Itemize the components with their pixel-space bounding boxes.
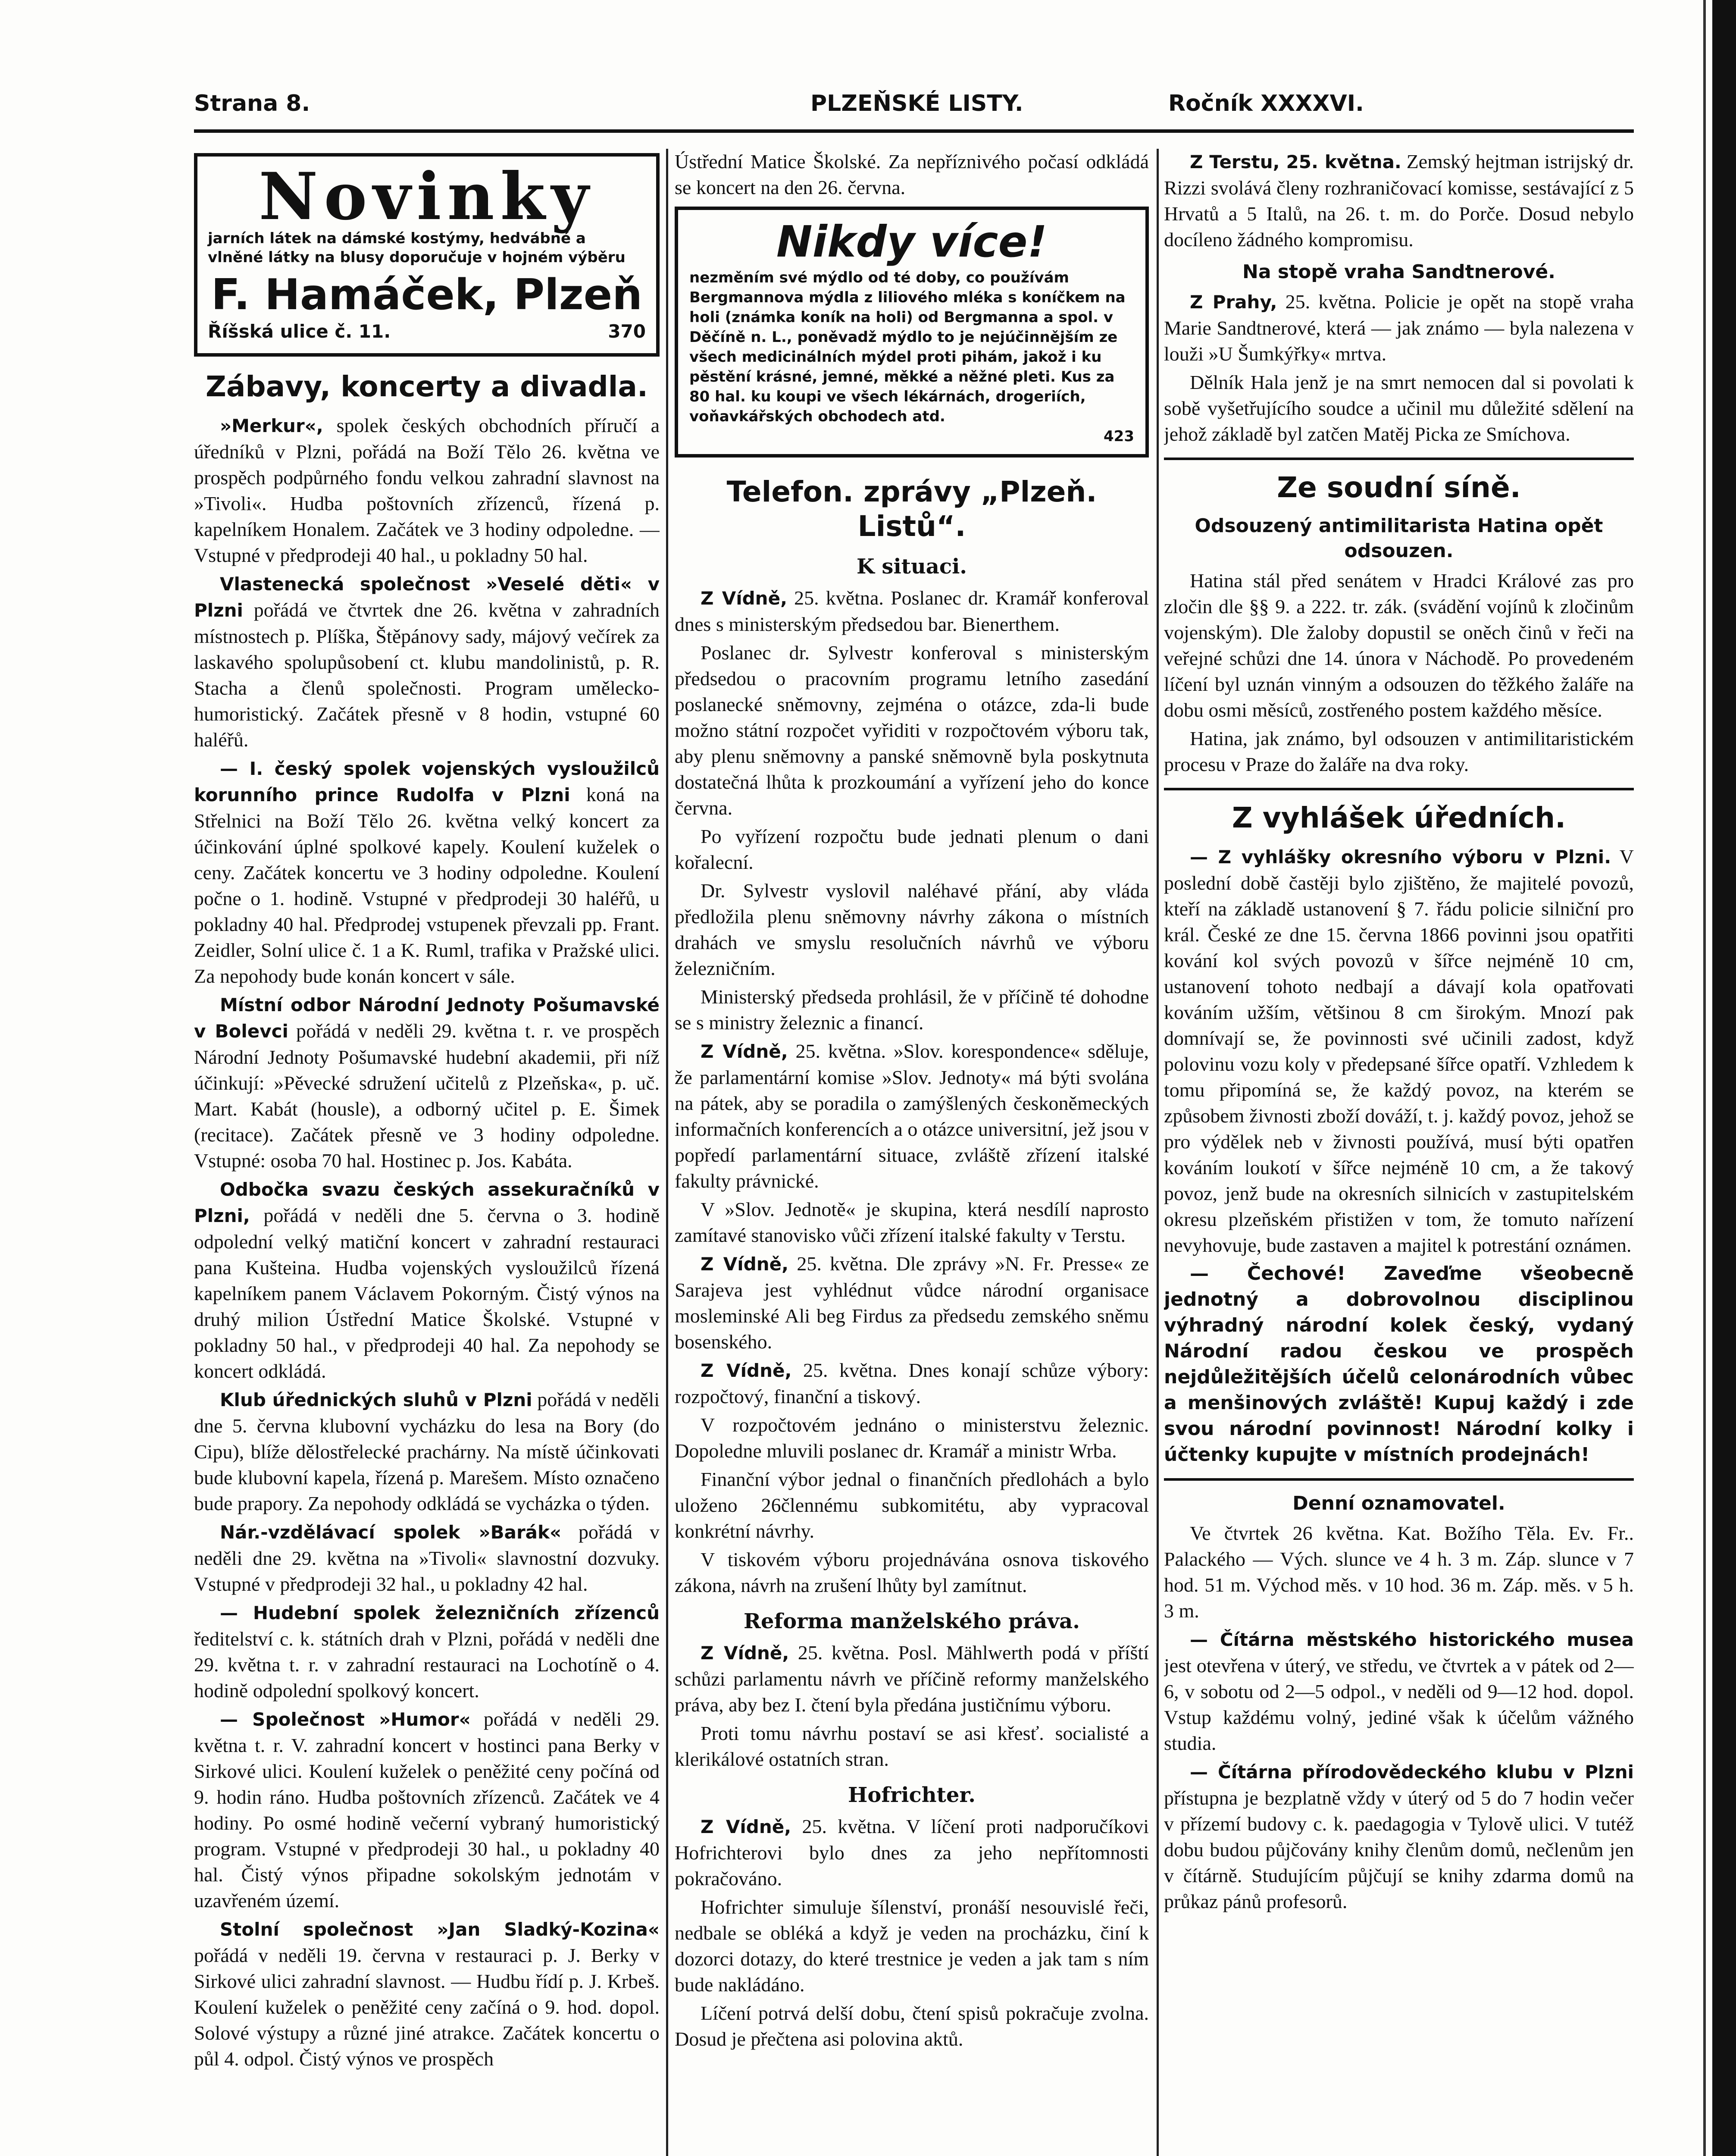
paragraph-lead: Z Vídně, (701, 1360, 792, 1381)
article-paragraph (675, 1197, 1149, 1248)
ad-novinky-text: jarních látek na dámské kostýmy, hedvábné a vlněné látky na blusy doporučuje v hojném výběru (208, 230, 626, 266)
divider (1164, 1478, 1634, 1481)
sandtner-list (1164, 289, 1634, 447)
paragraph-text: Hatina stál před senátem v Hradci Králové zas pro zločin dle §§ 9. a 222. tr. zák. (svádění vojínů k zločinům vojenským). Dle žaloby dopustil se oněch činů v řeči na veřejné schůzi dne 14. února v Náchodě. Po provedeném líčení byl uznán vinným a odsouzen do těžkého žaláře na dobu osmi měsíců, zostřeného postem každého měsíce. (1164, 570, 1634, 721)
paragraph-lead: Místní odbor Národní Jednoty Pošumavské v Bolevci (194, 994, 660, 1042)
article-paragraph (1164, 568, 1634, 723)
vyhlasek-paragraph (1164, 844, 1634, 1258)
paragraph-text: pořádá ve čtvrtek dne 26. května v zahradních místnostech p. Plíška, Štěpánovy sady, májový večírek za laskavého spolupůsobení ct. klubu mandolinistů, p. R. Stacha a členů společnosti. Program umělecko-humoristický. Začátek přesně v 8 hodin, vstupné 60 haléřů. (194, 599, 660, 751)
paragraph-text: přístupna je bezplatně vždy v úterý od 5 do 7 hodin večer v přízemí budovy c. k. paedagogia v Tylově ulici. V tutéž dobu budou půjčovány knihy členům domů, nečlenům jen v čítárně. Studujícím půjčují se knihy zdarma domů na průkaz pánů profesorů. (1164, 1787, 1634, 1912)
newspaper-title: PLZEŇSKÉ LISTY. (810, 91, 1023, 116)
article-paragraph (194, 1176, 660, 1384)
oznam-list (1164, 1520, 1634, 1915)
divider (1164, 458, 1634, 460)
subheading-sandtner: Na stopě vraha Sandtnerové. (1242, 261, 1555, 283)
matice-continuation: Ústřední Matice Školské. Za nepříznivého počasí odkládá se koncert na den 26. června. (675, 150, 1149, 198)
ad-novinky-title: Novinky (259, 159, 595, 235)
paragraph-text: V »Slov. Jednotě« je skupina, která nesdílí naprosto zamítavé stanovisko vůči zřízení italské fakulty v Terstu. (675, 1198, 1149, 1246)
paragraph-text: Líčení potrvá delší dobu, čtení spisů pokračuje zvolna. Dosud je přečtena asi polovina aktů. (675, 2002, 1149, 2050)
ad-nikdy-number: 423 (1104, 428, 1134, 445)
divider (1164, 788, 1634, 790)
paragraph-lead: Z Vídně, (701, 1642, 789, 1664)
subheading-oznamovatel: Denní oznamovatel. (1292, 1492, 1505, 1514)
section-heading-zabavy: Zábavy, koncerty a divadla. (206, 370, 648, 403)
article-paragraph (194, 1387, 660, 1517)
paragraph-lead: — I. český spolek vojenských vysloužilců korunního prince Rudolfa v Plzni (194, 758, 660, 805)
paragraph-text: pořádá v neděli 19. června v restauraci p. J. Berky v Sirkové ulici zahradní slavnost. — Hudbu řídí p. J. Krbeš. Koulení kuželek o peněžité ceny začíná o 9. hod. dopol. Solové výstupy a různé jiné atrakce. Začátek koncertu o půl 4. odpol. Čistý výnos ve prospěch (194, 1944, 660, 2070)
article-paragraph (194, 1519, 660, 1597)
paragraph-text: V rozpočtovém jednáno o ministerstvu železnic. Dopoledne mluvili poslanec dr. Kramář a ministr Wrba. (675, 1414, 1149, 1462)
paragraph-lead: Z Vídně, (701, 1816, 791, 1837)
paragraph-text: ředitelství c. k. státních drah v Plzni, pořádá v neděli dne 29. května t. r. v zahradní restauraci na Lochotíně o 4. hodině odpolední spolkový koncert. (194, 1628, 660, 1702)
zabavy-list (194, 413, 660, 2072)
paragraph-lead: Stolní společnost »Jan Sladký-Kozina« (220, 1919, 660, 1940)
article-paragraph (1164, 289, 1634, 367)
situaci-list (675, 585, 1149, 1598)
paragraph-text: Ve čtvrtek 26 května. Kat. Božího Těla. Ev. Fr.. Palackého — Vých. slunce ve 4 h. 3 m. Záp. slunce v 7 hod. 51 m. Východ měs. v 10 hod. 36 m. Záp. měs. v 5 h. 3 m. (1164, 1522, 1634, 1622)
article-paragraph (1164, 370, 1634, 447)
article-paragraph (1164, 1520, 1634, 1624)
article-paragraph (194, 992, 660, 1174)
paragraph-lead: — Čítárna přírodovědeckého klubu v Plzni (1190, 1761, 1634, 1783)
terstu-text: Zemský hejtman istrijský dr. Rizzi svolává členy rozhraničovací komisse, sestávající z 5 Hrvatů a 5 Italů, na 26. t. m. do Porče. Dosud nebylo docíleno žádného kompromisu. (1164, 150, 1634, 251)
article-paragraph (675, 984, 1149, 1036)
article-paragraph (1164, 1626, 1634, 1756)
ad-novinky-address: Říšská ulice č. 11. (208, 321, 391, 342)
terstu-paragraph (1164, 149, 1634, 253)
paragraph-text: Finanční výbor jednal o finančních předlohách a bylo uloženo 26člennému subkomitétu, aby vypracoval konkrétní návrhy. (675, 1468, 1149, 1542)
column-2 (675, 149, 1149, 2156)
vyhlasek-text: V poslední době častěji bylo zjištěno, že majitelé povozů, kteří na základě ustanovení § 7. řádu policie silniční pro král. České ze dne 15. června 1866 povinni jsou opatřiti kování kol svých povozů v šířce nejméně 10 cm, ustanovení tohoto nedbají a dávají kola opatřovati kováním užším, většinou 8 cm širokým. Mnozí pak domnívají se, že povinnosti své učinili zadost, když polovinu vozu koly v předepsané šířce opatří. Vzhledem k tomu připomíná se, že každý povoz, na kterém se způsobem živnosti zboží dováží, t. j. každý povoz, jehož se pro výdělek neb v živnosti používá, musí býti opatřen kováním loukotí v šířce nejméně 10 cm, a že takový povoz, jenž bude na okresních silnicích v zastupitelském okresu plzeňském přistižen v tom, že tomuto nařízení nevyhovuje, bude zastaven a majitel k potrestání oznámen. (1164, 846, 1634, 1256)
paragraph-text: Hatina, jak známo, byl odsouzen v antimilitaristickém procesu v Praze do žaláře na dva roky. (1164, 727, 1634, 775)
article-paragraph (675, 1547, 1149, 1598)
article-paragraph (1164, 726, 1634, 777)
article-paragraph (194, 1706, 660, 1914)
paragraph-text: koná na Střelnici na Boží Tělo 26. května velký koncert za účinkování úplné spolkové kapely. Koulení kuželek o ceny. Začátek koncertu ve 3 hodiny odpoledne. Koulení počne o 1. hodině. Vstupné v předprodeji 30 haléřů, u pokladny 40 hal. Předprodej vstupenek převzali pp. Frant. Zeidler, Solní ulice č. 1 a K. Ruml, trafika v Pražské ulici. Za nepohody bude konán koncert v sále. (194, 783, 660, 987)
volume-label: Ročník XXXXVI. (1168, 91, 1364, 116)
article-paragraph (675, 1814, 1149, 1892)
paragraph-text: 25. května. Posl. Mählwerth podá v příští schůzi parlamentu návrh ve příčině reformy manželského práva, aby bez I. čtení byla předána justičnímu výboru. (675, 1642, 1149, 1716)
paragraph-lead: Odbočka svazu českých assekuračníků v Plzni, (194, 1179, 660, 1226)
article-paragraph (675, 1412, 1149, 1464)
paragraph-text: 25. května. »Slov. korespondence« sděluje, že parlamentární komise »Slov. Jednoty« má býti svolána na pátek, aby se poradila o zamýšlených českoněmeckých informačních konferencích a o otázce universitní, jež jsou v popředí parlamentární situace, zvláště zřízení italské fakulty právnické. (675, 1040, 1149, 1192)
hatina-list (1164, 568, 1634, 777)
paragraph-lead: Z Vídně, (701, 1253, 789, 1275)
section-heading-telefon: Telefon. zprávy „Plzeň. Listů“. (726, 475, 1097, 543)
article-paragraph (675, 640, 1149, 821)
paragraph-lead: Klub úřednických sluhů v Plzni (220, 1389, 532, 1410)
subheading-situaci: K situaci. (856, 555, 967, 579)
paragraph-text: V tiskovém výboru projednávána osnova tiskového zákona, návrh na zrušení lhůty byl zamítnut. (675, 1548, 1149, 1596)
paragraph-text: Proti tomu návrhu postaví se asi křesť. socialisté a klerikálové ostatních stran. (675, 1722, 1149, 1770)
ad-nikdy-text: nezměním své mýdlo od té doby, co používám Bergmannova mýdla z liliového mléka s koníčkem na holi (známka koník na holi) od Bergmanna a spol. v Děčíně n. L., poněvadž mýdlo to je nejúčinnějším ze všech medicinálních mýdel proti pihám, jakož i ku pěstění krásné, jemné, měkké a něžné pleti. Kus za 80 hal. ku koupi ve všech lékárnách, drogeriích, voňavkářských obchodech atd. (689, 269, 1126, 425)
article-paragraph (194, 755, 660, 989)
scan-edge-line (1703, 0, 1706, 2156)
paragraph-text: pořádá v neděli dne 5. června o 3. hodině odpolední velký matiční koncert v zahradní restauraci pana Kušteina. Hudba vojenských vysloužilců řízená kapelníkem panem Václavem Pokorným. Čistý výnos na druhý milion Ústřední Matice Školské. Vstupné v pokladny 50 hal., v předprodeji 40 hal. Za nepohody se koncert odkládá. (194, 1204, 660, 1382)
subheading-reforma: Reforma manželského práva. (744, 1609, 1080, 1633)
article-paragraph (675, 2000, 1149, 2052)
paragraph-text: 25. května. Policie je opět na stopě vraha Marie Sandtnerové, která — jak známo — byla nalezena v louži »U Šumkýřky« mrtva. (1164, 291, 1634, 365)
paragraph-lead: Z Vídně, (701, 588, 788, 609)
paragraph-lead: Z Prahy, (1190, 291, 1277, 313)
article-paragraph (675, 878, 1149, 981)
reforma-list (675, 1640, 1149, 1772)
column-rule-2 (1157, 149, 1159, 2156)
ad-novinky-number: 370 (608, 321, 646, 342)
ad-nikdy-vice (675, 207, 1149, 458)
paragraph-text: 25. května. V líčení proti nadporučíkovi Hofrichterovi bylo dnes za jeho nepřítomnosti pokračováno. (675, 1815, 1149, 1890)
section-heading-soud: Ze soudní síně. (1277, 471, 1521, 504)
paragraph-lead: »Merkur«, (220, 415, 323, 436)
subheading-hatina: Odsouzený antimilitarista Hatina opět odsouzen. (1195, 515, 1603, 562)
paragraph-text: Poslanec dr. Sylvestr konferoval s ministerským předsedou o pracovním programu letního zasedání poslanecké sněmovny, zejména o otázce, zda-li bude možno státní rozpočet vyřiditi v rozpočtovém výboru tak, aby plenu sněmovny a panské sněmovně byla poskytnuta dostatečná lhůta k prozkoumání a vyřízení jeho do konce června. (675, 642, 1149, 819)
paragraph-text: jest otevřena v úterý, ve středu, ve čtvrtek a v pátek od 2—6, v sobotu od 2—5 odpol., v neděli od 9—12 hod. dopol. Vstup každému volný, jediné však k účelům vážného studia. (1164, 1655, 1634, 1754)
section-heading-vyhlasek: Z vyhlášek úředních. (1232, 801, 1566, 834)
paragraph-text: Dr. Sylvestr vyslovil naléhavé přání, aby vláda předložila plenu sněmovny návrhy zákona o místních drahách ve smyslu resolučních návrhů ve výboru železničním. (675, 880, 1149, 979)
ad-nikdy-title: Nikdy více! (776, 216, 1048, 267)
article-paragraph (675, 1894, 1149, 1998)
paragraph-text: pořádá v neděli 29. května t. r. ve prospěch Národní Jednoty Pošumavské hudební akademii, při níž účinkují: »Pěvecké sdružení učitelů z Plzeňska«, p. uč. Mart. Kabát (housle), a odborný učitel p. E. Šimek (recitace). Začátek přesně ve 3 hodiny odpoledne. Vstupné: osoba 70 hal. Hostinec p. Jos. Kabáta. (194, 1020, 660, 1172)
paragraph-lead: — Společnost »Humor« (220, 1709, 471, 1730)
paragraph-text: pořádá v neděli 29. května t. r. V. zahradní koncert v hostinci pana Berky v Sirkové ulici. Koulení kuželek o peněžité ceny počíná od 9. hodin ráno. Hudba poštovních zřízenců. Začátek ve 4 hodiny. Po osmé hodině večerní vybraný humoristický program. Vstupné v předprodeji 30 hal., u pokladny 40 hal. Čistý výnos připadne sokolským jednotám v uzavřeném území. (194, 1708, 660, 1912)
vyhlasek-lead: — Z vyhlášky okresního výboru v Plzni. (1190, 846, 1611, 868)
paragraph-lead: Z Vídně, (701, 1041, 788, 1062)
article-paragraph (194, 413, 660, 568)
paragraph-text: spolek českých obchodních příručí a úředníků v Plzni, pořádá na Boží Tělo 26. května ve prospěch podpůrného fondu velkou zahradní slavnost na »Tivoli«. Hudba poštovních zřízenců, řízená p. kapelníkem Honalem. Začátek ve 3 hodiny odpoledne. — Vstupné v předprodeji 40 hal., u pokladny 50 hal. (194, 414, 660, 566)
ad-novinky (194, 153, 660, 357)
article-paragraph (675, 585, 1149, 637)
page-header (194, 91, 1367, 125)
column-1 (194, 149, 660, 2156)
article-paragraph (675, 1038, 1149, 1194)
article-paragraph (675, 1720, 1149, 1772)
article-paragraph (675, 1251, 1149, 1355)
article-paragraph (1164, 1759, 1634, 1915)
paragraph-lead: Nár.-vzdělávací spolek »Barák« (220, 1522, 562, 1543)
paragraph-text: Po vyřízení rozpočtu bude jednati plenum o dani kořalecní. (675, 825, 1149, 873)
paragraph-text: Ministerský předseda prohlásil, že v příčině té dohodne se s ministry železnic a financí. (675, 986, 1149, 1034)
article-paragraph (194, 571, 660, 753)
article-paragraph (675, 1467, 1149, 1544)
header-rule (194, 129, 1634, 133)
terstu-lead: Z Terstu, 25. května. (1190, 151, 1401, 172)
article-paragraph (675, 824, 1149, 875)
paragraph-lead: — Hudební spolek železničních zřízenců (220, 1602, 660, 1623)
paragraph-text: pořádá v neděli dne 29. května na »Tivoli« slavnostní dozvuky. Vstupné v předprodeji 32 hal., u pokladny 42 hal. (194, 1521, 660, 1595)
column-rule-1 (666, 149, 668, 2156)
article-paragraph (194, 1600, 660, 1704)
article-paragraph (194, 1916, 660, 2072)
hofrichter-list (675, 1814, 1149, 2052)
article-paragraph (675, 1640, 1149, 1718)
paragraph-text: 25. května. Poslanec dr. Kramář konferoval dnes s ministerským předsedou bar. Bienerthem. (675, 587, 1149, 635)
paragraph-text: 25. května. Dnes konají schůze výbory: rozpočtový, finanční a tiskový. (675, 1359, 1149, 1407)
column-3 (1164, 149, 1634, 2156)
ad-novinky-address-row (208, 319, 646, 345)
paragraph-text: Hofrichter simuluje šílenství, pronáší nesouvislé řeči, nedbale se obléká a když je veden na procházku, činí k dozorci dotazy, do které trestnice je veden a jak tam s ním bude nakládáno. (675, 1896, 1149, 1996)
subheading-hofrichter: Hofrichter. (848, 1783, 976, 1807)
cechove-appeal: — Čechové! Zaveďme všeobecně jednotný a dobrovolnou disciplinou výhradný národní kolek český, vydaný Národní radou českou ve prospěch nejdůležitějších účelů celonárodních vůbec a menšinových zvláště! Kupuj každý i zde svou národní povinnost! Národní kolky i účtenky kupujte v místních prodejnách! (1164, 1263, 1634, 1466)
paragraph-lead: — Čítárna městského historického musea (1190, 1629, 1634, 1650)
paragraph-text: pořádá v neděli dne 5. června klubovní vycházku do lesa na Bory (do Cipu), blíže dělostřelecké prachárny. Na místě účinkovati bude klubovní kapela, řízená p. Marešem. Místo označeno bude prapory. Za nepohody odkládá se vycházka o týden. (194, 1388, 660, 1514)
paragraph-lead: Vlastenecká společnost »Veselé děti« v Plzni (194, 573, 660, 621)
page-number: Strana 8. (194, 91, 310, 116)
article-paragraph (675, 1357, 1149, 1410)
ad-novinky-firm: F. Hamáček, Plzeň (211, 270, 643, 320)
paragraph-text: 25. května. Dle zprávy »N. Fr. Presse« ze Sarajeva jest vyhlédnut vůdce národní organisace mosleminské Ali beg Firdus za předsedu zemského sněmu bosenského. (675, 1253, 1149, 1353)
scan-edge (1712, 0, 1736, 2156)
paragraph-text: Dělník Hala jenž je na smrt nemocen dal si povolati k sobě vyšetřujícího soudce a učinil mu důležité sdělení na jehož základě byl zatčen Matěj Picka ze Smíchova. (1164, 371, 1634, 445)
